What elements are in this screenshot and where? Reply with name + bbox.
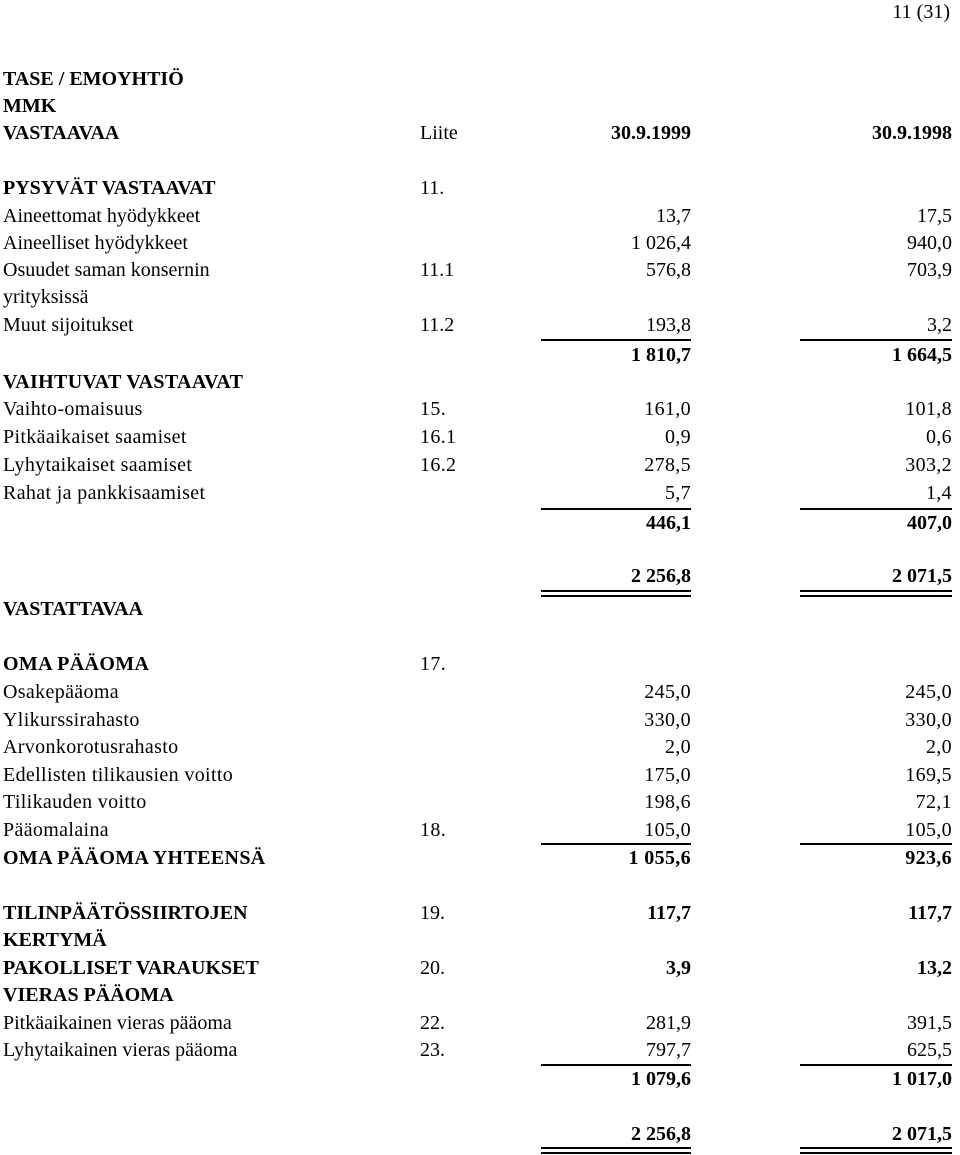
double-rule-1999-top: [541, 590, 691, 592]
value-1999: 175,0: [644, 764, 691, 786]
section-label-vastattavaa: VASTATTAVAA: [3, 598, 144, 620]
note-ref: 11.1: [420, 259, 455, 281]
subtotal-1998: 1 017,0: [892, 1068, 952, 1090]
value-1998: 3,2: [927, 314, 952, 336]
row-label: Osakepääoma: [3, 681, 120, 703]
table-row: [0, 424, 960, 451]
double-rule-1998-bottom: [800, 595, 952, 597]
row-label: Pääomalaina: [3, 819, 110, 841]
note-column-header: Liite: [420, 122, 458, 144]
section-heading-row: [0, 651, 960, 678]
grand-total-row: [0, 563, 960, 590]
table-row: [0, 817, 960, 844]
table-row: [0, 312, 960, 339]
column-header-1998: 30.9.1998: [872, 122, 952, 144]
subtotal-rule-1999: [541, 339, 691, 341]
value-1999: 3,9: [666, 957, 691, 979]
double-rule-1999-bottom: [541, 595, 691, 597]
value-1998: 703,9: [907, 259, 952, 281]
subtotal-1999: 446,1: [646, 512, 691, 534]
subtotal-1999: 1 055,6: [628, 847, 691, 869]
row-label: Rahat ja pankkisaamiset: [3, 482, 206, 504]
value-1998: 0,6: [925, 426, 952, 448]
value-1999: 193,8: [646, 314, 691, 336]
table-row: [0, 257, 960, 284]
value-1999: 797,7: [646, 1039, 691, 1061]
subtotal-1998: 1 664,5: [892, 344, 952, 366]
value-1998: 625,5: [907, 1039, 952, 1061]
grand-total-1999: 2 256,8: [631, 565, 691, 587]
section-heading-row: [0, 369, 960, 396]
table-row: [0, 396, 960, 423]
table-row: [0, 480, 960, 507]
row-label: PAKOLLISET VARAUKSET: [3, 957, 259, 979]
section-heading-row: [0, 175, 960, 202]
double-rule-1998-top: [800, 590, 952, 592]
subtotal-row: [0, 1066, 960, 1093]
value-1998: 169,5: [905, 764, 952, 786]
double-rule-1999-bottom: [541, 1152, 691, 1154]
subtotal-row: [0, 342, 960, 369]
row-label: TILINPÄÄTÖSSIIRTOJEN: [3, 902, 248, 924]
subtotal-1999: 1 810,7: [631, 344, 691, 366]
value-1999: 330,0: [644, 709, 691, 731]
note-ref: 20.: [420, 957, 445, 979]
row-label: Vaihto-omaisuus: [3, 398, 143, 420]
table-row-continuation: [0, 927, 960, 954]
subtotal-1998: 923,6: [905, 847, 952, 869]
grand-total-1998: 2 071,5: [892, 1123, 952, 1145]
grand-total-row: [0, 1121, 960, 1148]
table-row-continuation: [0, 284, 960, 311]
value-1998: 101,8: [905, 398, 952, 420]
table-row: [0, 1037, 960, 1064]
table-row: [0, 789, 960, 816]
grand-total-1998: 2 071,5: [892, 565, 952, 587]
row-label: Tilikauden voitto: [3, 791, 147, 813]
table-row: [0, 203, 960, 230]
table-row: [0, 452, 960, 479]
row-label: Aineelliset hyödykkeet: [3, 232, 188, 254]
section-label-vastaavaa: VASTAAVAA: [3, 122, 120, 144]
value-1999: 161,0: [644, 398, 691, 420]
value-1998: 13,2: [917, 957, 952, 979]
section-heading: PYSYVÄT VASTAAVAT: [3, 177, 216, 199]
value-1999: 1 026,4: [631, 232, 691, 254]
value-1998: 330,0: [905, 709, 952, 731]
note-ref: 18.: [420, 819, 447, 841]
row-label: Aineettomat hyödykkeet: [3, 205, 201, 227]
value-1999: 198,6: [644, 791, 691, 813]
value-1999: 576,8: [646, 259, 691, 281]
table-row: [0, 900, 960, 927]
row-label: Lyhytaikainen vieras pääoma: [3, 1039, 238, 1061]
double-rule-1998-top: [800, 1147, 952, 1149]
section-heading-row: [0, 982, 960, 1009]
subtotal-rule-1998: [800, 339, 952, 341]
note-ref: 11.: [420, 177, 445, 199]
table-row: [0, 734, 960, 761]
table-row: [0, 762, 960, 789]
note-ref: 16.2: [420, 454, 457, 476]
note-ref: 17.: [420, 653, 447, 675]
page-number: 11 (31): [892, 1, 950, 23]
value-1998: 72,1: [915, 791, 952, 813]
value-1999: 13,7: [656, 205, 691, 227]
note-ref: 19.: [420, 902, 445, 924]
value-1998: 17,5: [917, 205, 952, 227]
value-1998: 117,7: [908, 902, 952, 924]
subtotal-label: OMA PÄÄOMA YHTEENSÄ: [3, 847, 266, 869]
row-label-continued: KERTYMÄ: [3, 929, 107, 951]
subtotal-1998: 407,0: [907, 512, 952, 534]
statement-unit: MMK: [3, 95, 57, 117]
note-ref: 15.: [420, 398, 447, 420]
value-1998: 303,2: [905, 454, 952, 476]
value-1998: 105,0: [905, 819, 952, 841]
note-ref: 16.1: [420, 426, 457, 448]
note-ref: 22.: [420, 1012, 445, 1034]
table-row: [0, 955, 960, 982]
note-ref: 23.: [420, 1039, 445, 1061]
statement-title: TASE / EMOYHTIÖ: [3, 68, 184, 90]
subtotal-row: [0, 510, 960, 537]
value-1999: 5,7: [664, 482, 691, 504]
subtotal-1999: 1 079,6: [631, 1068, 691, 1090]
value-1999: 105,0: [644, 819, 691, 841]
value-1998: 391,5: [907, 1012, 952, 1034]
row-label: Pitkäaikaiset saamiset: [3, 426, 187, 448]
row-label: Pitkäaikainen vieras pääoma: [3, 1012, 232, 1034]
column-header-row: [0, 120, 960, 147]
double-rule-1999-top: [541, 1147, 691, 1149]
section-heading: OMA PÄÄOMA: [3, 653, 150, 675]
value-1999: 281,9: [646, 1012, 691, 1034]
row-label: Lyhytaikaiset saamiset: [3, 454, 193, 476]
table-row: [0, 707, 960, 734]
value-1998: 1,4: [925, 482, 952, 504]
value-1999: 278,5: [644, 454, 691, 476]
table-row: [0, 679, 960, 706]
value-1999: 0,9: [664, 426, 691, 448]
column-header-1999: 30.9.1999: [611, 122, 691, 144]
value-1998: 2,0: [925, 736, 952, 758]
subtotal-row: [0, 845, 960, 872]
row-label-continued: yrityksissä: [3, 286, 89, 308]
double-rule-1998-bottom: [800, 1152, 952, 1154]
row-label: Arvonkorotusrahasto: [3, 736, 179, 758]
value-1999: 2,0: [664, 736, 691, 758]
value-1999: 245,0: [644, 681, 691, 703]
value-1998: 940,0: [907, 232, 952, 254]
table-row: [0, 230, 960, 257]
table-row: [0, 1010, 960, 1037]
value-1999: 117,7: [647, 902, 691, 924]
value-1998: 245,0: [905, 681, 952, 703]
row-label: Osuudet saman konsernin: [3, 259, 210, 281]
section-heading: VAIHTUVAT VASTAAVAT: [3, 371, 244, 393]
grand-total-1999: 2 256,8: [631, 1123, 691, 1145]
note-ref: 11.2: [420, 314, 455, 336]
row-label: Ylikurssirahasto: [3, 709, 140, 731]
row-label: Muut sijoitukset: [3, 314, 134, 336]
section-heading: VIERAS PÄÄOMA: [3, 984, 174, 1006]
row-label: Edellisten tilikausien voitto: [3, 764, 234, 786]
